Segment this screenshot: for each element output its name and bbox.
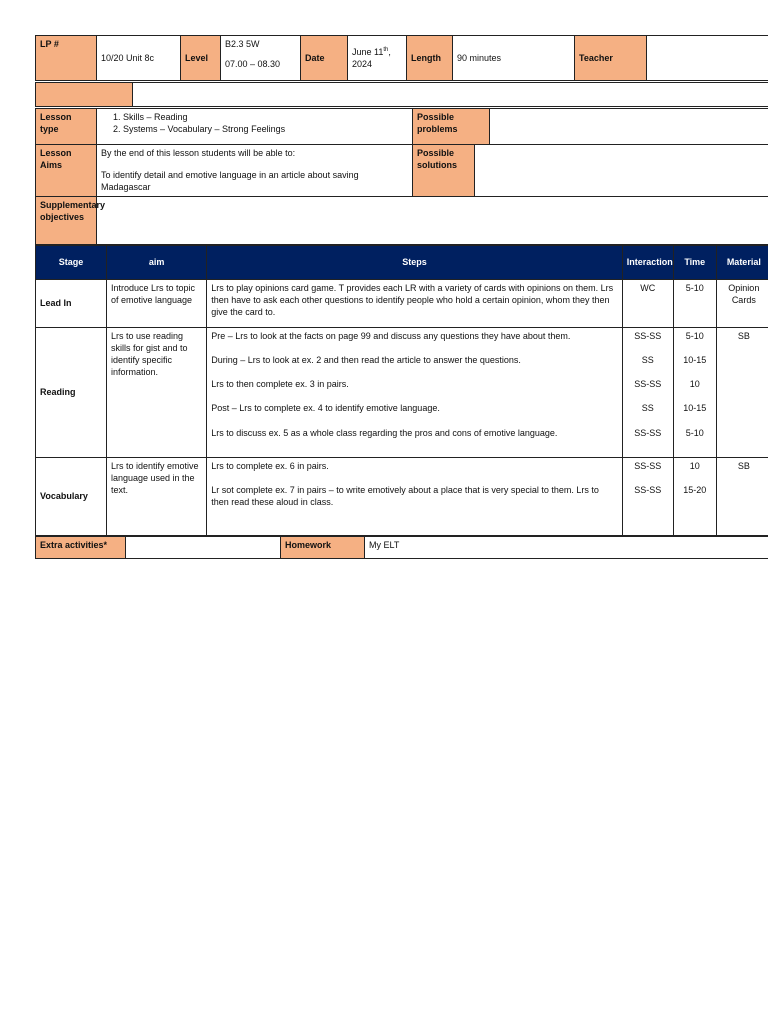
possible-problems-label: Possible problems <box>413 109 490 145</box>
interaction-cell <box>622 328 673 458</box>
interaction-value: SS <box>641 355 654 366</box>
aim-cell: Lrs to identify emotive language used in the text. <box>106 458 206 536</box>
aim-cell: Introduce Lrs to topic of emotive language <box>106 280 206 328</box>
lesson-aims-label: Lesson Aims <box>36 145 97 197</box>
col-interaction: Interaction <box>622 246 673 280</box>
level-cell <box>221 36 301 81</box>
teacher-value <box>647 36 768 81</box>
lesson-type-item: 2. Systems – Vocabulary – Strong Feelings <box>123 123 408 135</box>
time-value: 10 <box>689 461 700 471</box>
time-cell <box>673 280 716 328</box>
homework-label: Homework <box>281 537 365 559</box>
interaction-value: SS-SS <box>634 331 662 341</box>
unit-value: 10/20 Unit 8c <box>97 36 181 81</box>
time-value: 5-10 <box>685 283 704 293</box>
lesson-aims-cell <box>97 145 413 197</box>
steps-cell <box>207 458 623 536</box>
step-text: Lrs to discuss ex. 5 as a whole class regarding the pros and cons of emotive language. <box>211 427 558 438</box>
date-sup: th <box>383 46 389 53</box>
gap-table <box>35 82 768 107</box>
date-cell <box>348 36 407 81</box>
step-text: Lrs to play opinions card game. T provides each LR with a variety of cards with opinions on them. Lrs then have to ask each other questions to identify people who hold a certain opinion, whom they then give the card to. <box>211 283 614 318</box>
material-cell: SB <box>716 328 768 458</box>
level-value: B2.3 5W <box>225 39 260 49</box>
date-tail: , <box>388 46 391 57</box>
supplementary-value <box>97 197 768 245</box>
material-cell: SB <box>716 458 768 536</box>
lesson-type-item: 1. Skills – Reading <box>123 111 408 123</box>
col-time: Time <box>673 246 716 280</box>
stage-cell: Vocabulary <box>36 458 107 536</box>
interaction-value: SS-SS <box>634 461 662 471</box>
material-cell: Opinion Cards <box>716 280 768 328</box>
interaction-value: SS-SS <box>634 379 662 390</box>
lesson-type-cell <box>97 109 413 145</box>
plan-table <box>35 245 768 536</box>
step-text: During – Lrs to look at ex. 2 and then read the article to answer the questions. <box>211 355 521 366</box>
time-value: 10-15 <box>683 403 707 414</box>
possible-solutions-label: Possible solutions <box>413 145 475 197</box>
time-cell <box>673 458 716 536</box>
header-table <box>35 35 768 81</box>
steps-cell <box>207 280 623 328</box>
time-value: 10-15 <box>683 355 707 366</box>
step-text: Lrs to complete ex. 6 in pairs. <box>211 461 329 471</box>
lesson-plan <box>35 35 768 559</box>
date-label: Date <box>301 36 348 81</box>
date-main: June 11 <box>352 46 384 57</box>
step-text: Lr sot complete ex. 7 in pairs – to write emotively about a place that is very special to them. Lrs to then read these aloud in class. <box>211 485 599 508</box>
level-label: Level <box>181 36 221 81</box>
step-text: Post – Lrs to complete ex. 4 to identify emotive language. <box>211 403 440 414</box>
stage-cell: Lead In <box>36 280 107 328</box>
time-range: 07.00 – 08.30 <box>225 59 281 70</box>
date-year: 2024 <box>352 59 373 69</box>
teacher-label: Teacher <box>575 36 647 81</box>
extra-activities-label: Extra activities* <box>36 537 126 559</box>
possible-solutions-value <box>475 145 768 197</box>
extra-activities-value <box>126 537 281 559</box>
aim-cell: Lrs to use reading skills for gist and to identify specific information. <box>106 328 206 458</box>
length-label: Length <box>407 36 453 81</box>
time-cell <box>673 328 716 458</box>
lp-label: LP # <box>36 36 97 81</box>
interaction-value: SS-SS <box>634 485 662 496</box>
info-table <box>35 108 768 245</box>
time-value: 15-20 <box>683 485 707 496</box>
aims-detail: To identify detail and emotive language in an article about saving Madagascar <box>101 170 359 193</box>
step-text: Pre – Lrs to look at the facts on page 99 and discuss any questions they have about them. <box>211 331 571 341</box>
footer-table <box>35 536 768 559</box>
table-row <box>36 328 768 458</box>
gap-label-cell <box>36 83 133 107</box>
length-value: 90 minutes <box>453 36 575 81</box>
step-text: Lrs to then complete ex. 3 in pairs. <box>211 379 349 390</box>
time-value: 10 <box>689 379 700 390</box>
col-stage: Stage <box>36 246 107 280</box>
interaction-value: SS-SS <box>634 427 662 438</box>
lesson-type-list <box>101 111 408 135</box>
lesson-type-label: Lesson type <box>36 109 97 145</box>
col-steps: Steps <box>207 246 623 280</box>
table-row <box>36 458 768 536</box>
time-value: 5-10 <box>685 427 704 438</box>
col-material: Material <box>716 246 768 280</box>
steps-cell <box>207 328 623 458</box>
table-row <box>36 280 768 328</box>
aims-intro: By the end of this lesson students will be able to: <box>101 148 296 158</box>
homework-value: My ELT <box>365 537 768 559</box>
possible-problems-value <box>490 109 768 145</box>
stage-cell: Reading <box>36 328 107 458</box>
col-aim: aim <box>106 246 206 280</box>
time-value: 5-10 <box>685 331 704 341</box>
supplementary-label: Supplementary objectives <box>36 197 97 245</box>
gap-value-cell <box>133 83 768 107</box>
interaction-value: SS <box>641 403 654 414</box>
interaction-value: WC <box>640 283 656 293</box>
interaction-cell <box>622 280 673 328</box>
interaction-cell <box>622 458 673 536</box>
